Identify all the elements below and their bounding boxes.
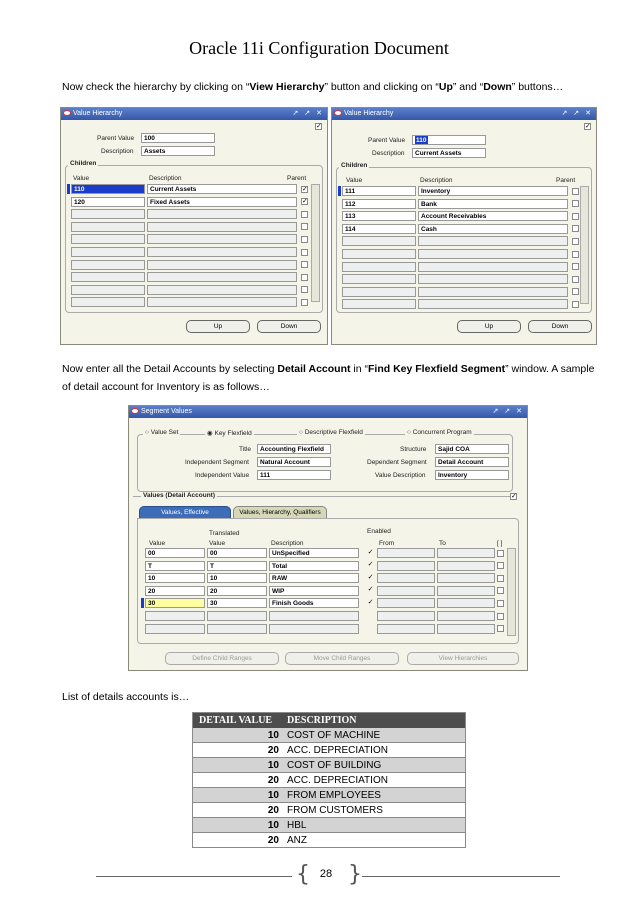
title-field[interactable]: Accounting Flexfield [257,444,331,454]
parent-checkbox[interactable] [301,261,308,268]
parent-checkbox[interactable] [301,223,308,230]
table-row [193,758,466,773]
row-flag-checkbox[interactable] [497,625,504,632]
child-description-cell[interactable] [418,249,568,259]
dependent-segment-field[interactable]: Detail Account [435,457,509,467]
row-flag-checkbox[interactable] [497,613,504,620]
description-cell: ANZ [283,833,466,848]
parent-checkbox[interactable] [301,211,308,218]
value-cell[interactable]: 00 [145,548,205,558]
parent-checkbox[interactable] [301,299,308,306]
translated-value-cell[interactable]: 30 [207,598,267,608]
enabled-checkbox[interactable]: ✓ [367,573,374,581]
enabled-checkbox[interactable] [367,613,374,620]
description-cell[interactable]: Total [269,561,359,571]
radio-concurrent-program[interactable]: ○ Concurrent Program [407,429,472,436]
child-description-cell[interactable] [418,262,568,272]
window-controls-icon[interactable]: ↗ ↗ ✕ [292,110,324,117]
child-description-cell[interactable]: Current Assets [147,184,297,194]
row-flag-checkbox[interactable] [497,587,504,594]
child-description-cell[interactable] [147,234,297,244]
value-cell[interactable]: 10 [145,573,205,583]
value-description-label: Value Description [375,472,426,479]
parent-checkbox[interactable] [572,288,579,295]
description-cell[interactable]: UnSpecified [269,548,359,558]
oracle-logo-icon [131,408,139,414]
oracle-logo-icon [63,110,71,116]
row-flag-checkbox[interactable] [497,550,504,557]
down-button[interactable]: Down [528,320,592,333]
parent-value-field[interactable]: 100 [141,133,215,143]
description-cell: COST OF BUILDING [283,758,466,773]
structure-label: Structure [400,446,427,453]
radio-key-flexfield[interactable]: ◉ Key Flexfield [207,430,252,437]
parent-checkbox[interactable] [572,213,579,220]
header-detail-value: DETAIL VALUE [193,713,284,729]
child-value-cell[interactable] [71,234,145,244]
from-date-cell[interactable] [377,561,435,571]
col-translated-header: Translated [209,530,240,537]
from-date-cell[interactable] [377,598,435,608]
description-cell: ACC. DEPRECIATION [283,743,466,758]
parent-checkbox[interactable] [301,249,308,256]
instruction-paragraph-2: Now enter all the Detail Accounts by selecting Detail Account in “Find Key Flexfield Segment” window. A sample of detail account for Inventory is as follows… [62,363,595,393]
oracle-logo-icon [334,110,342,116]
to-date-cell[interactable] [437,586,495,596]
detail-value-cell: 20 [193,773,284,788]
col-parent-header: Parent [287,175,307,182]
page-number: 28 [319,868,333,880]
description-label: Description [101,148,134,155]
to-date-cell[interactable] [437,573,495,583]
up-button[interactable]: Up [186,320,250,333]
enabled-checkbox[interactable]: ✓ [367,561,374,569]
translated-value-cell[interactable]: 20 [207,586,267,596]
description-label: Description [372,150,405,157]
window-controls-icon[interactable]: ↗ ↗ ✕ [561,110,593,117]
row-flag-checkbox[interactable] [497,562,504,569]
segment-values-window [128,405,528,671]
move-child-ranges-button[interactable]: Move Child Ranges [285,652,399,665]
child-value-cell[interactable]: 111 [342,186,416,196]
window-checkbox[interactable]: ✓ [316,123,322,130]
title-label: Title [239,446,252,453]
values-checkbox[interactable]: ✓ [511,493,517,500]
children-group-label: Children [70,160,97,167]
child-description-cell[interactable] [147,285,297,295]
child-description-cell[interactable] [418,299,568,309]
window-titlebar: Value Hierarchy ↗ ↗ ✕ [332,108,596,120]
child-description-cell[interactable] [147,209,297,219]
translated-value-cell[interactable]: 10 [207,573,267,583]
col-description-header: Description [420,177,453,184]
detail-value-cell: 10 [193,788,284,803]
parent-checkbox[interactable] [301,236,308,243]
table-row [193,728,466,743]
col-value-header: Value [346,177,363,184]
footer-bracket-left: { [296,862,310,887]
child-value-cell[interactable] [342,299,416,309]
independent-segment-label: Independent Segment [185,459,249,466]
current-row-marker [338,186,341,196]
child-description-cell[interactable]: Account Receivables [418,211,568,221]
child-value-cell[interactable]: 120 [71,197,145,207]
detail-value-cell: 20 [193,833,284,848]
child-description-cell[interactable] [418,287,568,297]
to-date-cell[interactable] [437,611,495,621]
child-value-cell[interactable] [71,297,145,307]
child-value-cell[interactable]: 114 [342,224,416,234]
row-flag-checkbox[interactable] [497,575,504,582]
child-value-cell[interactable] [342,287,416,297]
translated-value-cell[interactable]: 00 [207,548,267,558]
window-checkbox[interactable]: ✓ [585,123,591,130]
to-date-cell[interactable] [437,548,495,558]
independent-segment-field[interactable]: Natural Account [257,457,331,467]
parent-checkbox[interactable] [572,251,579,258]
col-bracket-header: [ ] [497,540,503,547]
row-flag-checkbox[interactable] [497,600,504,607]
col-translated-value-header: Value [209,540,226,547]
col-from-header: From [379,540,395,547]
parent-checkbox[interactable] [572,276,579,283]
parent-value-label: Parent Value [97,135,135,142]
children-group-label: Children [341,162,368,169]
description-cell: HBL [283,818,466,833]
col-enabled-header: Enabled [367,528,391,535]
description-cell[interactable]: Finish Goods [269,598,359,608]
parent-checkbox[interactable] [572,225,579,232]
parent-value-field[interactable]: 110 [412,135,486,145]
children-scrollbar[interactable] [580,186,589,304]
window-controls-icon[interactable]: ↗ ↗ ✕ [492,408,524,415]
child-value-cell[interactable] [342,274,416,284]
footer-bracket-right: } [348,862,362,887]
description-cell: FROM CUSTOMERS [283,803,466,818]
child-description-cell[interactable] [147,297,297,307]
description-cell[interactable] [269,611,359,621]
instruction-paragraph-1: Now check the hierarchy by clicking on “View Hierarchy” button and clicking on “Up” and “Down” buttons… [62,81,564,93]
parent-checkbox[interactable] [301,286,308,293]
child-value-cell[interactable] [71,222,145,232]
footer-line-left [96,876,292,877]
radio-descriptive-flexfield[interactable]: ○ Descriptive Flexfield [299,429,363,436]
table-header-row [193,713,466,729]
values-group-label: Values (Detail Account) [143,492,215,499]
current-row-marker [67,184,70,194]
parent-checkbox[interactable] [301,274,308,281]
tab-values-effective[interactable]: Values, Effective [139,506,231,518]
description-field[interactable]: Current Assets [412,148,486,158]
description-cell[interactable] [269,624,359,634]
from-date-cell[interactable] [377,624,435,634]
to-date-cell[interactable] [437,624,495,634]
child-value-cell[interactable] [71,260,145,270]
child-description-cell[interactable]: Fixed Assets [147,197,297,207]
table-row [193,788,466,803]
from-date-cell[interactable] [377,573,435,583]
detail-value-cell: 20 [193,743,284,758]
define-child-ranges-button[interactable]: Define Child Ranges [165,652,279,665]
child-value-cell[interactable]: 112 [342,199,416,209]
col-description-header: Description [271,540,304,547]
child-value-cell[interactable]: 113 [342,211,416,221]
window-titlebar: Value Hierarchy ↗ ↗ ✕ [61,108,327,120]
enabled-checkbox[interactable] [367,625,374,632]
table-row [193,773,466,788]
value-cell[interactable]: 30 [145,598,205,608]
independent-value-label: Independent Value [195,472,250,479]
enabled-checkbox[interactable]: ✓ [367,598,374,606]
child-value-cell[interactable] [342,262,416,272]
child-value-cell[interactable] [342,236,416,246]
enabled-checkbox[interactable]: ✓ [367,586,374,594]
value-cell[interactable]: T [145,561,205,571]
col-value-header: Value [149,540,166,547]
child-value-cell[interactable] [71,209,145,219]
col-description-header: Description [149,175,182,182]
description-cell: ACC. DEPRECIATION [283,773,466,788]
child-description-cell[interactable]: Bank [418,199,568,209]
structure-field[interactable]: Sajid COA [435,444,509,454]
parent-checkbox[interactable] [572,263,579,270]
value-hierarchy-window-right [331,107,597,345]
detail-accounts-table [192,712,466,848]
header-description: DESCRIPTION [283,713,466,729]
value-cell[interactable] [145,624,205,634]
child-description-cell[interactable] [418,274,568,284]
description-cell[interactable]: RAW [269,573,359,583]
children-scrollbar[interactable] [311,184,320,302]
window-titlebar: Segment Values ↗ ↗ ✕ [129,406,527,418]
child-value-cell[interactable]: 110 [71,184,145,194]
description-field[interactable]: Assets [141,146,215,156]
up-button[interactable]: Up [457,320,521,333]
child-description-cell[interactable]: Inventory [418,186,568,196]
dependent-segment-label: Dependent Segment [367,459,427,466]
translated-value-cell[interactable] [207,624,267,634]
description-cell: COST OF MACHINE [283,728,466,743]
footer-line-right [362,876,560,877]
parent-checkbox[interactable] [572,200,579,207]
col-to-header: To [439,540,446,547]
table-row [193,818,466,833]
translated-value-cell[interactable]: T [207,561,267,571]
child-value-cell[interactable] [71,247,145,257]
child-value-cell[interactable] [71,272,145,282]
to-date-cell[interactable] [437,561,495,571]
child-value-cell[interactable] [342,249,416,259]
down-button[interactable]: Down [257,320,321,333]
detail-value-cell: 10 [193,728,284,743]
table-row [193,743,466,758]
description-cell[interactable]: WIP [269,586,359,596]
description-cell: FROM EMPLOYEES [283,788,466,803]
parent-checkbox[interactable] [572,188,579,195]
child-description-cell[interactable] [147,247,297,257]
detail-value-cell: 10 [193,758,284,773]
to-date-cell[interactable] [437,598,495,608]
parent-checkbox[interactable]: ✓ [302,198,308,206]
translated-value-cell[interactable] [207,611,267,621]
parent-checkbox[interactable] [572,238,579,245]
current-row-marker [141,598,144,608]
child-description-cell[interactable] [147,222,297,232]
document-title: Oracle 11i Configuration Document [189,38,449,58]
col-parent-header: Parent [556,177,576,184]
tab-values-hierarchy-qualifiers[interactable]: Values, Hierarchy, Qualifiers [233,506,327,518]
parent-checkbox[interactable]: ✓ [302,185,308,193]
from-date-cell[interactable] [377,548,435,558]
detail-value-cell: 10 [193,818,284,833]
parent-value-label: Parent Value [368,137,406,144]
from-date-cell[interactable] [377,586,435,596]
table-row [193,833,466,848]
independent-value-field[interactable]: 111 [257,470,331,480]
view-hierarchies-button[interactable]: View Hierarchies [407,652,519,665]
parent-checkbox[interactable] [572,301,579,308]
value-cell[interactable] [145,611,205,621]
instruction-paragraph-3: List of details accounts is… [62,691,190,703]
detail-value-cell: 20 [193,803,284,818]
table-row [193,803,466,818]
value-cell[interactable]: 20 [145,586,205,596]
child-description-cell[interactable] [147,272,297,282]
enabled-checkbox[interactable]: ✓ [367,548,374,556]
child-value-cell[interactable] [71,285,145,295]
child-description-cell[interactable] [147,260,297,270]
value-hierarchy-window-left [60,107,328,345]
col-value-header: Value [73,175,90,182]
child-description-cell[interactable] [418,236,568,246]
values-scrollbar[interactable] [507,548,516,636]
radio-value-set[interactable]: ○ Value Set [145,429,179,436]
value-description-field[interactable]: Inventory [435,470,509,480]
from-date-cell[interactable] [377,611,435,621]
child-description-cell[interactable]: Cash [418,224,568,234]
